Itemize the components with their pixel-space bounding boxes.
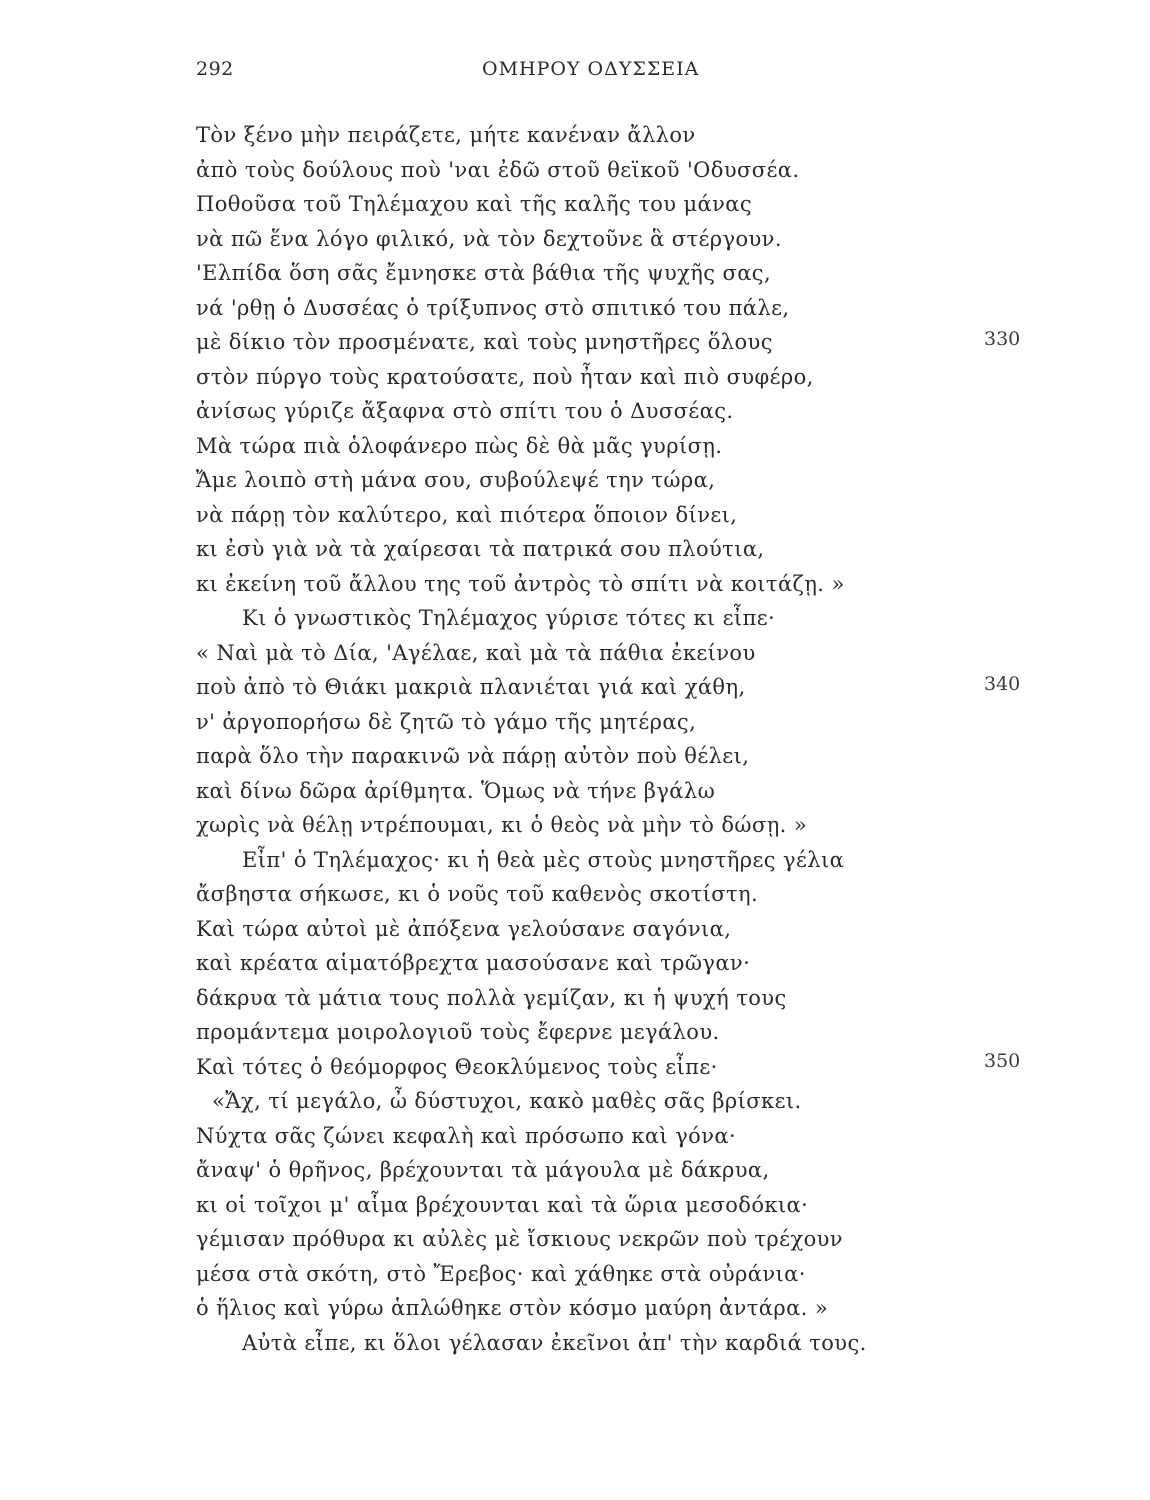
verse-line: «Ἄχ, τί μεγάλο, ὦ δύστυχοι, κακὸ μαθὲς σᾶς βρίσκει. [212, 1089, 802, 1113]
line-number-340: 340 [984, 673, 1021, 695]
page-number: 292 [196, 58, 234, 80]
verse-line: Μὰ τώρα πιὰ ὁλοφάνερο πὼς δὲ θὰ μᾶς γυρίσῃ. [196, 433, 723, 458]
poem-text [196, 118, 1021, 1360]
verse-line: μέσα στὰ σκότη, στὸ Ἔρεβος· καὶ χάθηκε στὰ οὐράνια· [196, 1261, 806, 1286]
verse-line: Κι ὁ γνωστικὸς Τηλέμαχος γύρισε τότες κι εἶπε· [242, 606, 776, 630]
verse-line: Καὶ τότες ὁ θεόμορφος Θεοκλύμενος τοὺς εἶπε· [196, 1054, 718, 1079]
verse-line: κι οἱ τοῖχοι μ' αἷμα βρέχουνται καὶ τὰ ὥρια μεσοδόκια· [196, 1192, 809, 1217]
verse-line: ν' ἀργοπορήσω δὲ ζητῶ τὸ γάμο τῆς μητέρας, [196, 709, 697, 734]
verse-line: στὸν πύργο τοὺς κρατούσατε, ποὺ ἦταν καὶ πιὸ συφέρο, [196, 364, 814, 389]
line-number-330: 330 [984, 328, 1021, 350]
verse-line: νά 'ρθῃ ὁ Δυσσέας ὁ τρίξυπνος στὸ σπιτικό του πάλε, [196, 295, 790, 320]
verse-line: νὰ πάρῃ τὸν καλύτερο, καὶ πιότερα ὅποιον δίνει, [196, 502, 738, 527]
page-header [196, 58, 756, 88]
verse-line: καὶ δίνω δῶρα ἀρίθμητα. Ὅμως νὰ τήνε βγάλω [196, 778, 716, 803]
verse-line: ποὺ ἀπὸ τὸ Θιάκι μακριὰ πλανιέται γιά καὶ χάθη, [196, 675, 746, 699]
verse-line: μὲ δίκιο τὸν προσμένατε, καὶ τοὺς μνηστῆρες ὅλους [196, 330, 773, 354]
verse-line: ἀνίσως γύριζε ἄξαφνα στὸ σπίτι του ὁ Δυσσέας. [196, 399, 734, 423]
verse-line: νὰ πῶ ἕνα λόγο φιλικό, νὰ τὸν δεχτοῦνε ἃ στέργουν. [196, 226, 782, 251]
line-number-350: 350 [984, 1050, 1021, 1072]
verse-line: γέμισαν πρόθυρα κι αὐλὲς μὲ ἴσκιους νεκρῶν ποὺ τρέχουν [196, 1227, 843, 1251]
verse-line: παρὰ ὅλο τὴν παρακινῶ νὰ πάρῃ αὐτὸν ποὺ θέλει, [196, 744, 750, 768]
verse-line: δάκρυα τὰ μάτια τους πολλὰ γεμίζαν, κι ἡ ψυχή τους [196, 985, 787, 1010]
verse-line: ὁ ἥλιος καὶ γύρω ἁπλώθηκε στὸν κόσμο μαύρη ἀντάρα. » [196, 1296, 829, 1320]
verse-line: καὶ κρέατα αἱματόβρεχτα μασούσανε καὶ τρῶγαν· [196, 951, 751, 975]
verse-line: κι ἐσὺ γιὰ νὰ τὰ χαίρεσαι τὰ πατρικά σου πλούτια, [196, 537, 765, 561]
verse-line: Νύχτα σᾶς ζώνει κεφαλὴ καὶ πρόσωπο καὶ γόνα· [196, 1123, 737, 1148]
verse-line: Αὐτὰ εἶπε, κι ὅλοι γέλασαν ἐκεῖνοι ἀπ' τὴν καρδιά τους. [242, 1330, 867, 1355]
verse-line: ἄσβηστα σήκωσε, κι ὁ νοῦς τοῦ καθενὸς σκοτίστη. [196, 882, 759, 906]
verse-line: χωρὶς νὰ θέλῃ ντρέπουμαι, κι ὁ θεὸς νὰ μὴν τὸ δώσῃ. » [196, 813, 808, 837]
verse-line: προμάντεμα μοιρολογιοῦ τοὺς ἔφερνε μεγάλου. [196, 1020, 720, 1044]
verse-line: 'Ελπίδα ὅση σᾶς ἔμνησκε στὰ βάθια τῆς ψυχῆς σας, [196, 261, 772, 285]
verse-line: Ἄμε λοιπὸ στὴ μάνα σου, συβούλεψέ την τώρα, [196, 468, 716, 492]
verse-line: Τὸν ξένο μὴν πειράζετε, μήτε κανέναν ἄλλον [196, 123, 696, 147]
running-title: ΟΜΗΡΟΥ ΟΔΥΣΣΕΙΑ [482, 58, 700, 80]
verse-line: κι ἐκείνη τοῦ ἄλλου της τοῦ ἀντρὸς τὸ σπίτι νὰ κοιτάζῃ. » [196, 571, 845, 596]
verse-line: ἀπὸ τοὺς δούλους ποὺ 'ναι ἐδῶ στοῦ θεϊκοῦ 'Οδυσσέα. [196, 157, 800, 182]
verse-line: Καὶ τώρα αὐτοὶ μὲ ἀπόξενα γελούσανε σαγόνια, [196, 916, 732, 941]
verse-line: Ποθοῦσα τοῦ Τηλέμαχου καὶ τῆς καλῆς του μάνας [196, 192, 753, 216]
verse-line: Εἶπ' ὁ Τηλέμαχος· κι ἡ θεὰ μὲς στοὺς μνηστῆρες γέλια [242, 847, 845, 872]
verse-line: ἄναψ' ὁ θρῆνος, βρέχουνται τὰ μάγουλα μὲ δάκρυα, [196, 1158, 770, 1182]
verse-line: « Ναὶ μὰ τὸ Δία, 'Αγέλαε, καὶ μὰ τὰ πάθια ἐκείνου [196, 640, 756, 665]
